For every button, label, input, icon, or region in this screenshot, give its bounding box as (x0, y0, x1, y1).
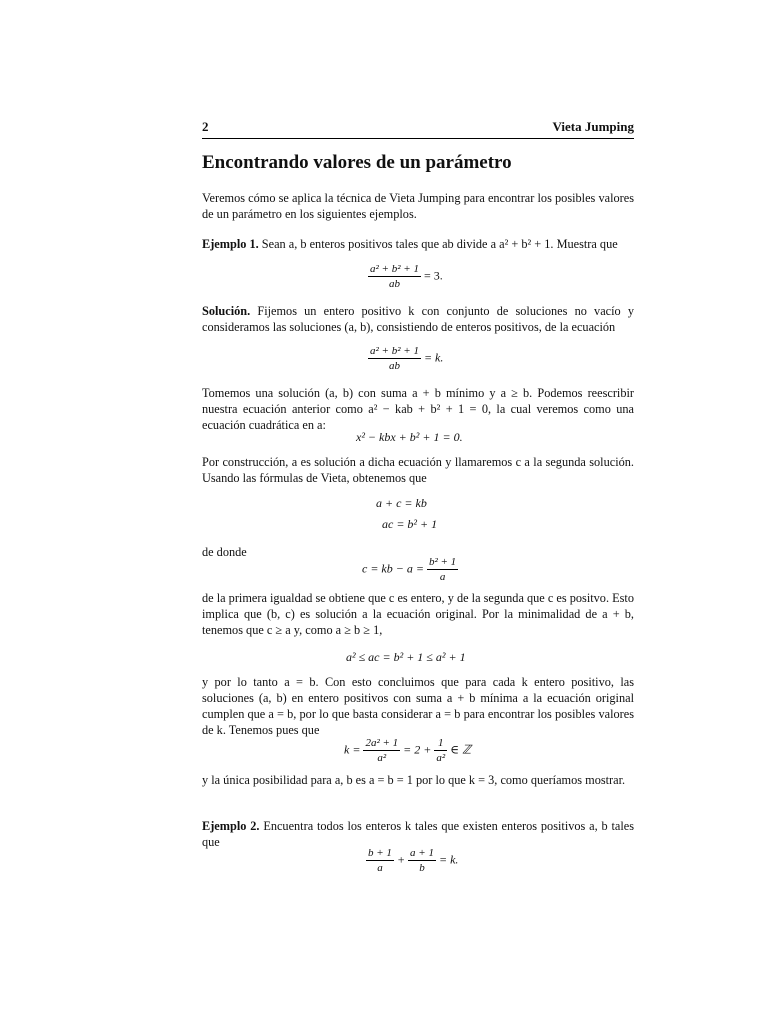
denominator: a (439, 571, 446, 583)
de-donde-text: de donde (202, 545, 247, 559)
running-title: Vieta Jumping (552, 119, 634, 134)
denominator: a (377, 862, 383, 874)
example-2-label: Ejemplo 2. (202, 819, 260, 833)
fraction-1 (363, 736, 400, 765)
section-title: Encontrando valores de un parámetro (202, 152, 512, 173)
numerator: 2a² + 1 (365, 737, 399, 749)
equation-c (362, 555, 458, 584)
example-2-text: Encuentra todos los enteros k tales que existen enteros positivos a, b tales que (202, 819, 635, 849)
equation-example-2 (366, 846, 458, 875)
solution-paragraph (202, 303, 634, 335)
solution-label: Solución. (202, 304, 251, 318)
denominator: a² (436, 752, 446, 764)
numerator: 1 (434, 736, 447, 751)
paragraph-3: Por construcción, a es solución a dicha ecuación y llamaremos c a la segunda solución. Usando las fórmulas de Vieta, obtenemos que (202, 455, 634, 485)
page-header (202, 119, 634, 139)
page-number: 2 (202, 119, 209, 134)
example-1 (202, 236, 634, 252)
equation-k (344, 736, 471, 765)
equation-lhs: c = kb − a = (362, 561, 424, 576)
example-1-text: Sean a, b enteros positivos tales que ab divide a a² + b² + 1. Muestra que (261, 237, 618, 251)
fraction-2 (434, 736, 447, 765)
fraction-2 (408, 846, 436, 875)
equation-1 (368, 262, 443, 291)
equation-rhs: = k. (423, 350, 444, 365)
numerator: a² + b² + 1 (370, 263, 419, 275)
fraction (368, 344, 421, 373)
solution-text: Fijemos un entero positivo k con conjunto de soluciones no vacío y consideramos las soluciones (a, b), consistiendo de enteros positivos, de la ecuación (202, 304, 634, 334)
fraction (427, 555, 458, 584)
numerator: a + 1 (410, 847, 434, 859)
equation-vieta-1: a + c = kb (376, 496, 427, 510)
equation-rhs: = 3. (423, 268, 443, 283)
denominator: a² (377, 752, 387, 764)
paragraph-2: Tomemos una solución (a, b) con suma a + b mínimo y a ≥ b. Podemos reescribir nuestra ecuación anterior como a² − kab + b² + 1 = 0, la cual veremos como una ecuación cuadrática en a: (202, 386, 634, 432)
equation-lhs: k = (344, 742, 361, 757)
equation-mid: = 2 + (403, 742, 432, 757)
paragraph-4: de la primera igualdad se obtiene que c es entero, y de la segunda que c es positvo. Esto implica que (b, c) es solución a la ecuación original. Por la minimalidad de a + b, tenemos que c ≥ a y, como a ≥ b ≥ 1, (202, 591, 634, 637)
equation-2 (368, 344, 443, 373)
fraction-1 (366, 846, 394, 875)
plus-sign: + (396, 852, 406, 867)
equation-vieta-2: ac = b² + 1 (382, 517, 438, 531)
example-1-label: Ejemplo 1. (202, 237, 259, 251)
equation-quadratic: x² − kbx + b² + 1 = 0. (356, 430, 463, 444)
header-rule (202, 138, 634, 139)
paragraph-6: y la única posibilidad para a, b es a = b = 1 por lo que k = 3, como queríamos mostrar. (202, 773, 626, 787)
denominator: ab (388, 278, 400, 290)
numerator: b² + 1 (428, 556, 457, 568)
numerator: b + 1 (368, 847, 392, 859)
fraction (368, 262, 421, 291)
equation-rhs: ∈ ℤ (450, 742, 472, 757)
intro-paragraph: Veremos cómo se aplica la técnica de Vieta Jumping para encontrar los posibles valores de un parámetro en los siguientes ejemplos. (202, 191, 634, 221)
equation-rhs: = k. (438, 852, 459, 867)
equation-inequality: a² ≤ ac = b² + 1 ≤ a² + 1 (346, 650, 466, 664)
denominator: b (419, 862, 425, 874)
numerator: a² + b² + 1 (370, 345, 419, 357)
denominator: ab (388, 360, 400, 372)
paragraph-5: y por lo tanto a = b. Con esto concluimos que para cada k entero positivo, las soluciones (a, b) en entero positivos con suma a + b mínima a la ecuación original cumplen que a = b, por lo que basta considerar a = b para encontrar los posibles valores de k. Tenemos pues que (202, 675, 634, 737)
